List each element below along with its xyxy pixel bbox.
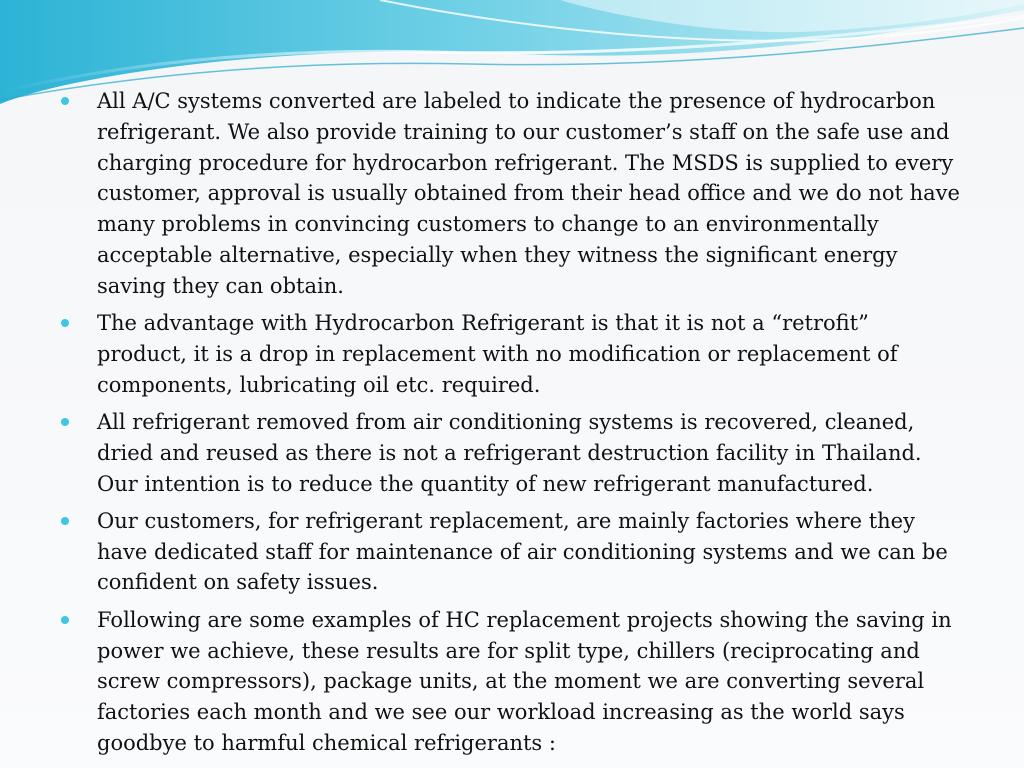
bullet-item — [58, 86, 963, 302]
bullet-icon — [61, 418, 69, 426]
bullet-item — [58, 407, 963, 499]
bullet-item — [58, 605, 963, 759]
bullet-icon — [61, 319, 69, 327]
bullet-icon — [61, 517, 69, 525]
bullet-icon — [61, 616, 69, 624]
bullet-item — [58, 308, 963, 400]
bullet-text: All A/C systems converted are labeled to indicate the presence of hydrocarbon refrigerant. We also provide training to our customer’s staff on the safe use and charging procedure for hydrocarbon refrigerant. The MSDS is supplied to every customer, approval is usually obtained from their head office and we do not have many problems in convincing customers to change to an environmentally acceptable alternative, especially when they witness the significant energy saving they can obtain. — [97, 89, 960, 298]
bullet-icon — [61, 97, 69, 105]
bullet-item — [58, 506, 963, 598]
bullet-list — [58, 86, 963, 765]
bullet-text: All refrigerant removed from air conditioning systems is recovered, cleaned, dried and reused as there is not a refrigerant destruction facility in Thailand. Our intention is to reduce the quantity of new refrigerant manufactured. — [97, 409, 922, 496]
bullet-text: The advantage with Hydrocarbon Refrigerant is that it is not a “retrofit” product, it is a drop in replacement with no modification or replacement of components, lubricating oil etc. required. — [97, 311, 898, 397]
bullet-text: Following are some examples of HC replacement projects showing the saving in power we achieve, these results are for split type, chillers (reciprocating and screw compressors), package units, at the moment we are converting several factories each month and we see our workload increasing as the world says goodbye to harmful chemical refrigerants : — [97, 607, 952, 755]
bullet-text: Our customers, for refrigerant replacement, are mainly factories where they have dedicated staff for maintenance of air conditioning systems and we can be confident on safety issues. — [97, 508, 948, 595]
